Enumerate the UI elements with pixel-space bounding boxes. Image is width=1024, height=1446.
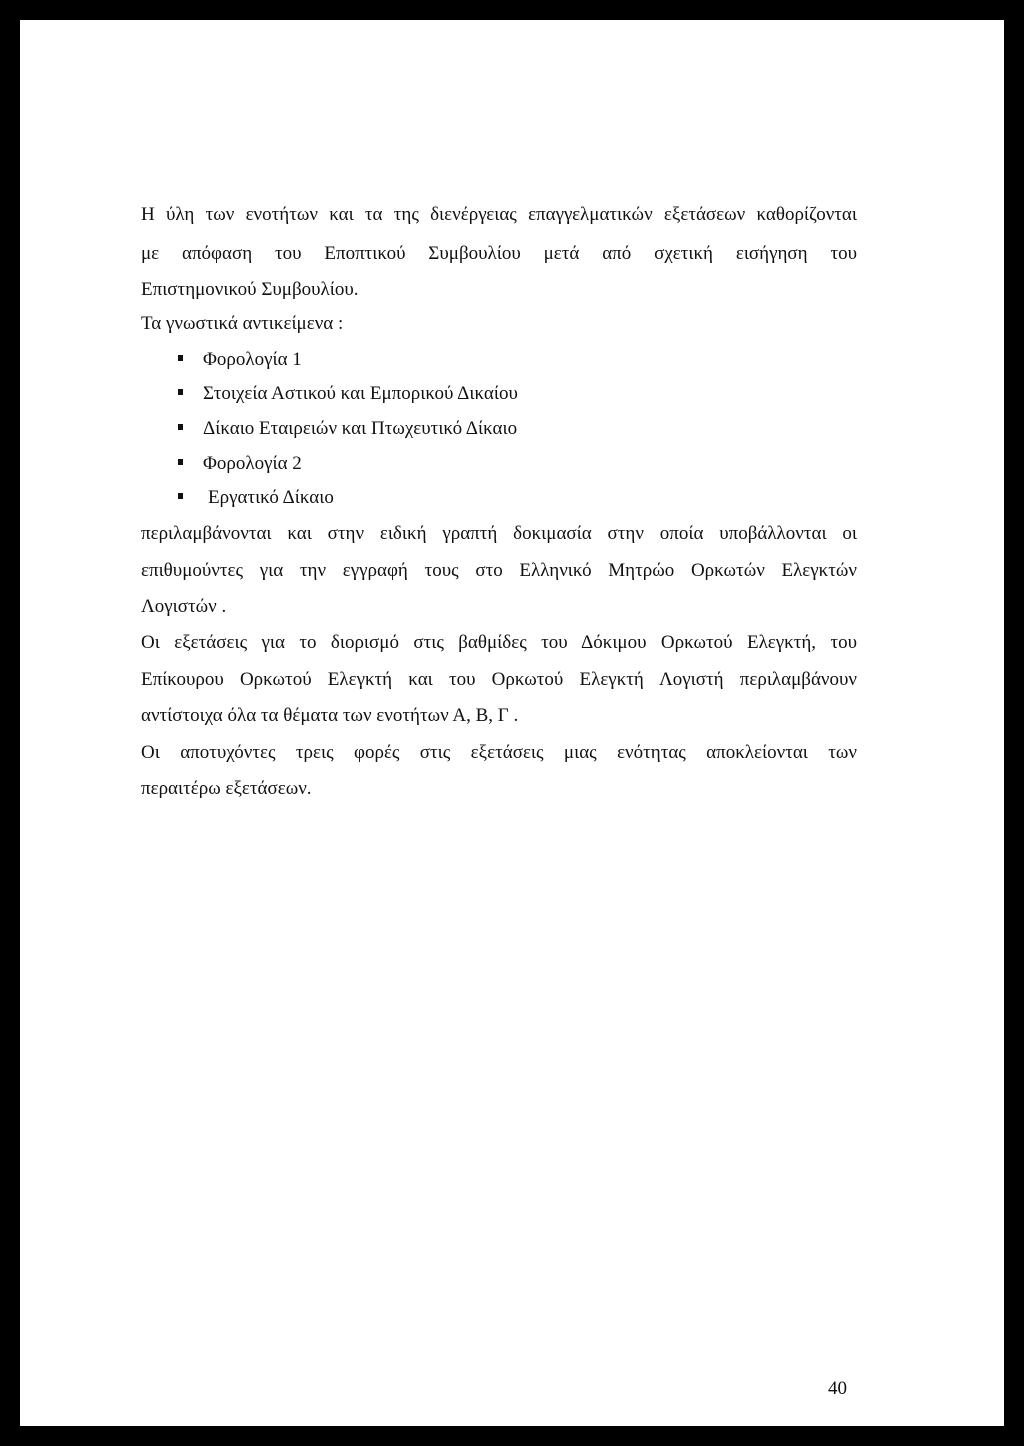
paragraph-1-line-1: Η ύλη των ενοτήτων και τα της διενέργειας επαγγελματικών εξετάσεων καθορίζονται (141, 204, 857, 225)
list-item-label: Φορολογία 2 (203, 453, 302, 474)
list-item-label: Εργατικό Δίκαιο (208, 487, 334, 508)
paragraph-3-line-3: αντίστοιχα όλα τα θέματα των ενοτήτων Α, Β, Γ . (141, 705, 519, 726)
list-item-label: Φορολογία 1 (203, 349, 302, 370)
bullet-icon (178, 424, 183, 430)
list-item (203, 452, 302, 476)
paragraph-4-line-1: Οι αποτυχόντες τρεις φορές στις εξετάσεις μιας ενότητας αποκλείονται των (141, 742, 857, 763)
bullet-icon (178, 389, 183, 395)
paragraph-3-line-1: Οι εξετάσεις για το διορισμό στις βαθμίδες του Δόκιμου Ορκωτού Ελεγκτή, του (141, 632, 857, 653)
paragraph-1-line-2: με απόφαση του Εποπτικού Συμβουλίου μετά από σχετική εισήγηση του (141, 243, 857, 264)
list-item (203, 417, 517, 441)
paragraph-2-line-1: περιλαμβάνονται και στην ειδική γραπτή δοκιμασία στην οποία υποβάλλονται οι (141, 523, 857, 544)
document-page (20, 20, 1004, 1426)
paragraph-2-line-2: επιθυμούντες για την εγγραφή τους στο Ελληνικό Μητρώο Ορκωτών Ελεγκτών (141, 560, 857, 581)
bullet-icon (178, 355, 183, 361)
list-intro: Τα γνωστικά αντικείμενα : (141, 313, 344, 334)
bullet-icon (178, 493, 183, 499)
paragraph-4-line-2: περαιτέρω εξετάσεων. (141, 778, 312, 799)
bullet-icon (178, 459, 183, 465)
paragraph-2-line-3: Λογιστών . (141, 596, 227, 617)
list-item (203, 348, 302, 372)
list-item (203, 382, 518, 406)
list-item-label: Στοιχεία Αστικού και Εμπορικού Δικαίου (203, 383, 518, 404)
page-number: 40 (828, 1378, 847, 1399)
paragraph-1-line-3: Επιστημονικού Συμβουλίου. (141, 279, 359, 300)
list-item (208, 486, 334, 510)
list-item-label: Δίκαιο Εταιρειών και Πτωχευτικό Δίκαιο (203, 418, 518, 439)
paragraph-3-line-2: Επίκουρου Ορκωτού Ελεγκτή και του Ορκωτού Ελεγκτή Λογιστή περιλαμβάνουν (141, 669, 857, 690)
